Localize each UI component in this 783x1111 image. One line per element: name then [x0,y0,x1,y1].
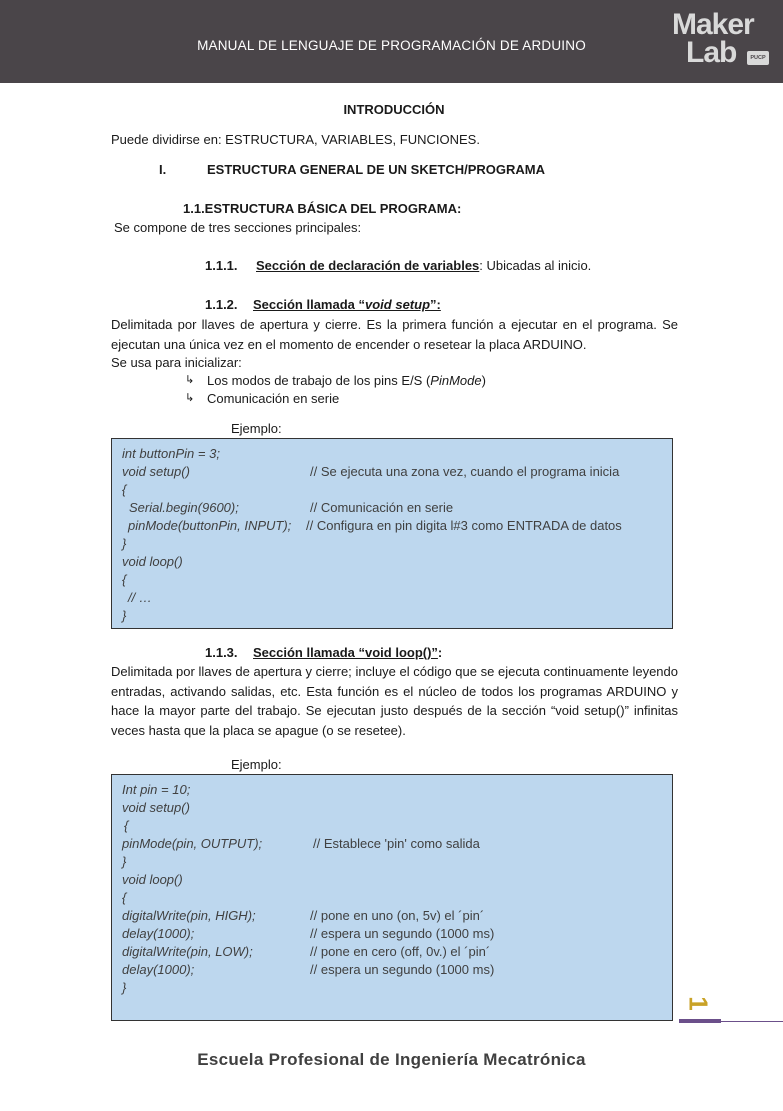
code-line: } [122,854,127,869]
section1-number: I. [159,162,167,177]
logo-lab-text: Lab [686,36,737,69]
code-comment: // pone en uno (on, 5v) el ´pin´ [310,908,485,923]
code-line: { [122,890,127,905]
code-line: Int pin = 10; [122,782,191,797]
section112-title-a: Sección llamada “ [253,297,365,312]
code-line: void loop() [122,872,183,887]
bullet1-text-a: Los modos de trabajo de los pins E/S ( [207,373,431,388]
intro-text: Puede dividirse en: ESTRUCTURA, VARIABLES, FUNCIONES. [111,132,480,147]
section11-text: Se compone de tres secciones principales: [114,220,362,235]
section113-heading [253,644,442,662]
bullet-item-serial: Comunicación en serie [207,391,340,406]
code-line: Serial.begin(9600); [129,500,239,515]
page-number-underline [679,1019,721,1023]
code-line: { [122,482,127,497]
code-line: } [122,608,127,623]
section112-title-b: void setup [365,297,431,312]
code-line: void setup() [122,800,190,815]
section113-paragraph: Delimitada por llaves de apertura y cierre; incluye el código que se ejecuta continuamente leyendo entradas, activando salidas, etc. Esta función es el núcleo de todos los programas ARDUINO y hace la mayor parte del trabajo. Se ejecutan justo después de la sección “void setup()” infinitas veces hasta que la placa se apague (o se resetee). [111,664,678,739]
code-line: void loop() [122,554,183,569]
code-comment: // Comunicación en serie [310,500,454,515]
code-comment: // Configura en pin digita l#3 como ENTRADA de datos [306,518,622,533]
page-footer: Escuela Profesional de Ingeniería Mecatrónica [197,1050,586,1069]
section112-heading [253,296,441,314]
section111-heading [256,257,591,275]
code-example-setup [111,438,673,629]
code-comment: // pone en cero (off, 0v.) el ´pin´ [310,944,491,959]
code-line: { [124,818,129,833]
page-header [0,0,783,83]
code-line: delay(1000); [122,926,195,941]
code-line: pinMode(pin, OUTPUT); [122,836,263,851]
page-number: 1 [683,996,714,1011]
code-line: // … [128,590,152,605]
section111-rest: : Ubicadas al inicio. [479,258,592,273]
code-comment: // espera un segundo (1000 ms) [310,926,495,941]
code-line: delay(1000); [122,962,195,977]
page-number-rule [721,1021,783,1022]
bullet1-text-c: ) [481,373,486,388]
arrow-return-icon: ↳ [185,391,195,404]
example-label: Ejemplo: [231,421,282,436]
bullet-item-pinmode [207,372,486,390]
section112-paragraph: Delimitada por llaves de apertura y cierre. Es la primera función a ejecutar en el programa. Se ejecutan una única vez en el momento de encender o resetear la placa ARDUINO. [111,317,678,352]
code-line: } [122,980,127,995]
makerlab-logo [670,8,774,70]
section1-title: ESTRUCTURA GENERAL DE UN SKETCH/PROGRAMA [207,162,546,177]
code-line: digitalWrite(pin, HIGH); [122,908,256,923]
header-title: MANUAL DE LENGUAJE DE PROGRAMACIÓN DE ARDUINO [197,38,586,53]
section113-title: Sección llamada “void loop()” [253,645,438,660]
section112-paragraph2: Se usa para inicializar: [111,355,242,370]
arrow-return-icon: ↳ [185,373,195,386]
logo-pucp-badge: PUCP [747,51,769,65]
code-comment: // Se ejecuta una zona vez, cuando el programa inicia [310,464,620,479]
code-line: int buttonPin = 3; [122,446,220,461]
intro-heading: INTRODUCCIÓN [343,102,445,117]
section111-number: 1.1.1. [205,258,238,273]
section11-title: 1.1.ESTRUCTURA BÁSICA DEL PROGRAMA: [183,201,462,216]
code-line: } [122,536,127,551]
code-comment: // Establece 'pin' como salida [313,836,480,851]
code-comment: // espera un segundo (1000 ms) [310,962,495,977]
example-label: Ejemplo: [231,757,282,772]
section112-number: 1.1.2. [205,297,238,312]
code-line: void setup() [122,464,190,479]
section111-title: Sección de declaración de variables [256,258,480,273]
logo-maker-text: Maker [672,8,754,41]
code-line: digitalWrite(pin, LOW); [122,944,253,959]
section112-title-c: ”: [430,297,441,312]
code-line: pinMode(buttonPin, INPUT); [128,518,292,533]
section113-number: 1.1.3. [205,645,238,660]
bullet1-text-b: PinMode [430,373,482,388]
section113-colon: : [437,645,443,660]
code-example-loop [111,774,673,1021]
code-line: { [122,572,127,587]
